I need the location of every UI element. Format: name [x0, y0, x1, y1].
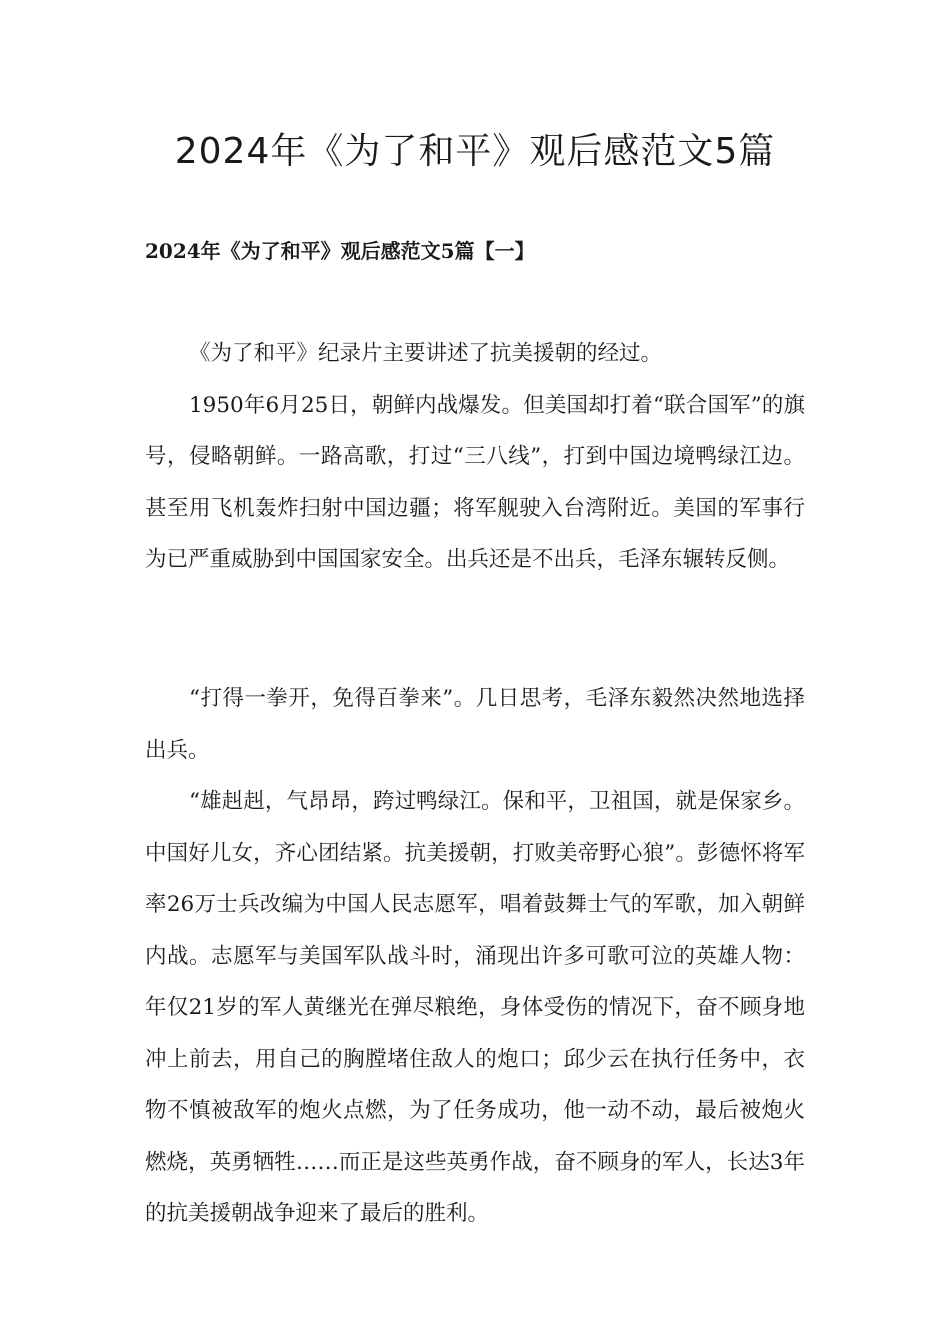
paragraph-3: “打得一拳开，免得百拳来”。几日思考，毛泽东毅然决然地选择出兵。 — [145, 686, 805, 763]
paragraph-1: 《为了和平》纪录片主要讲述了抗美援朝的经过。 — [189, 341, 663, 366]
paragraph-4: “雄赳赳，气昂昂，跨过鸭绿江。保和平，卫祖国，就是保家乡。中国好儿女，齐心团结紧。抗美援朝，打败美帝野心狼”。彭德怀将军率26万士兵改编为中国人民志愿军，唱着鼓舞士气的军歌，加入朝鲜内战。志愿军与美国军队战斗时，涌现出许多可歌可泣的英雄人物：年仅21岁的军人黄继光在弹尽粮绝，身体受伤的情况下，奋不顾身地冲上前去，用自己的胸膛堵住敌人的炮口；邱少云在执行任务中，衣物不慎被敌军的炮火点燃，为了任务成功，他一动不动，最后被炮火燃烧，英勇牺牲……而正是这些英勇作战，奋不顾身的军人，长达3年的抗美援朝战争迎来了最后的胜利。 — [145, 789, 805, 1226]
paragraph-2: 1950年6月25日，朝鲜内战爆发。但美国却打着“联合国军”的旗号，侵略朝鲜。一路高歌，打过“三八线”，打到中国边境鸭绿江边。甚至用飞机轰炸扫射中国边疆；将军舰驶入台湾附近。美国的军事行为已严重威胁到中国国家安全。出兵还是不出兵，毛泽东辗转反侧。 — [145, 392, 805, 572]
section-heading: 2024年《为了和平》观后感范文5篇【一】 — [145, 239, 535, 263]
body-block-2 — [145, 673, 805, 1240]
document-title: 2024年《为了和平》观后感范文5篇 — [174, 131, 776, 172]
body-block-1 — [145, 328, 805, 586]
